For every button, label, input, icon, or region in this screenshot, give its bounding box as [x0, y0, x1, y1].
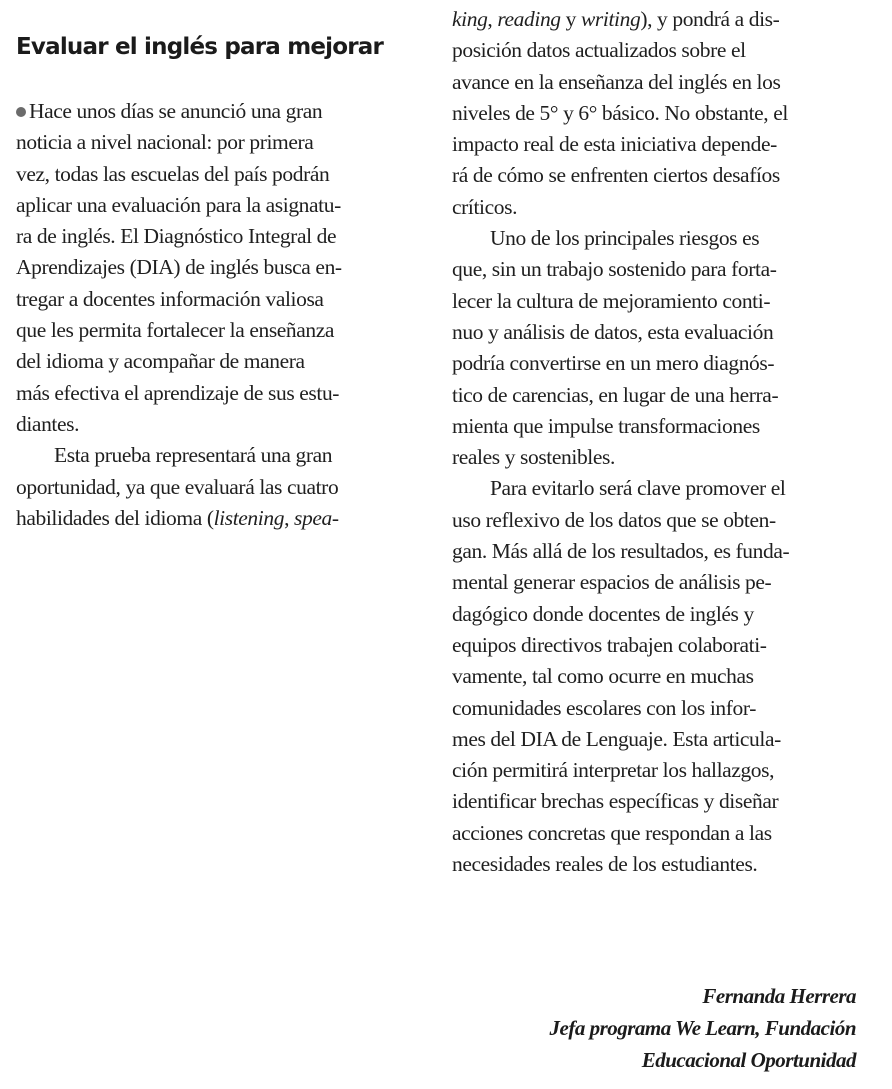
text-line: vez, todas las escuelas del país podrán: [16, 161, 330, 186]
left-paragraph-1: [16, 96, 342, 534]
text-line: dagógico donde docentes de inglés y: [452, 601, 754, 626]
text-line: críticos.: [452, 194, 518, 219]
text-line: ción permitirá interpretar los hallazgos,: [452, 758, 775, 783]
text-line: Esta prueba representará una gran: [54, 443, 333, 468]
text-line: aplicar una evaluación para la asignatu-: [16, 192, 341, 217]
text-line: noticia a nivel nacional: por primera: [16, 130, 314, 155]
text-line: podría convertirse en un mero diagnós-: [452, 351, 775, 376]
text-line: [452, 4, 789, 35]
text-line: comunidades escolares con los infor-: [452, 695, 756, 720]
text-line: impacto real de esta iniciativa depende-: [452, 132, 777, 157]
text-fragment: ), y pondrá a dis-: [640, 7, 780, 31]
italic-term-listening: listening: [213, 505, 285, 530]
text-line: más efectiva el aprendizaje de sus estu-: [16, 380, 340, 405]
text-line: oportunidad, ya que evaluará las cuatro: [16, 474, 339, 499]
text-line: rá de cómo se enfrenten ciertos desafíos: [452, 163, 780, 188]
text-line: avance en la enseñanza del inglés en los: [452, 69, 781, 94]
text-fragment: y: [560, 7, 581, 31]
italic-term-speaking: spea-: [294, 505, 339, 530]
text-line: Aprendizajes (DIA) de inglés busca en-: [16, 255, 342, 280]
text-line: nuo y análisis de datos, esta evaluación: [452, 319, 774, 344]
text-line: Para evitarlo será clave promover el: [490, 476, 786, 501]
italic-term-speaking-end: king: [452, 7, 488, 31]
text-line: [16, 503, 342, 534]
text-fragment: habilidades del idioma (: [16, 505, 214, 530]
headline: Evaluar el inglés para mejorar: [16, 34, 384, 60]
text-line: mes del DIA de Lenguaje. Esta articula-: [452, 726, 781, 751]
text-line: posición datos actualizados sobre el: [452, 38, 746, 63]
bullet-icon: [16, 107, 26, 117]
text-line: vamente, tal como ocurre en muchas: [452, 664, 754, 689]
text-line: que, sin un trabajo sostenido para forta-: [452, 257, 777, 282]
text-line: lecer la cultura de mejoramiento conti-: [452, 288, 771, 313]
text-line: necesidades reales de los estudiantes.: [452, 852, 758, 877]
text-line: ra de inglés. El Diagnóstico Integral de: [16, 224, 337, 249]
text-fragment: ,: [487, 7, 498, 31]
text-line: equipos directivos trabajen colaborati-: [452, 632, 767, 657]
text-line: del idioma y acompañar de manera: [16, 349, 305, 374]
text-line: uso reflexivo de los datos que se obten-: [452, 507, 776, 532]
text-line: diantes.: [16, 411, 80, 436]
text-line: mienta que impulse transformaciones: [452, 413, 760, 438]
text-line: identificar brechas específicas y diseñar: [452, 789, 779, 814]
author-name: Fernanda Herrera: [702, 984, 856, 1008]
italic-term-reading: reading: [497, 7, 561, 31]
text-line: mental generar espacios de análisis pe-: [452, 570, 772, 595]
text-line: tico de carencias, en lugar de una herra-: [452, 382, 779, 407]
text-line: Uno de los principales riesgos es: [490, 226, 760, 251]
text-line: reales y sostenibles.: [452, 445, 615, 470]
italic-term-writing: writing: [580, 7, 641, 31]
text-line: [16, 96, 342, 127]
text-line: acciones concretas que respondan a las: [452, 820, 772, 845]
text-line: niveles de 5° y 6° básico. No obstante, el: [452, 100, 788, 125]
text-fragment: ,: [284, 505, 295, 530]
text-line: gan. Más allá de los resultados, es funda-: [452, 539, 790, 564]
author-organization: Educacional Oportunidad: [641, 1048, 856, 1072]
text-line: tregar a docentes información valiosa: [16, 286, 324, 311]
author-role: Jefa programa We Learn, Fundación: [549, 1016, 856, 1040]
right-paragraph-1: [452, 4, 789, 880]
author-signature: [550, 980, 857, 1076]
text-line-content: Hace unos días se anunció una gran: [29, 99, 323, 123]
text-line: que les permita fortalecer la enseñanza: [16, 318, 335, 343]
